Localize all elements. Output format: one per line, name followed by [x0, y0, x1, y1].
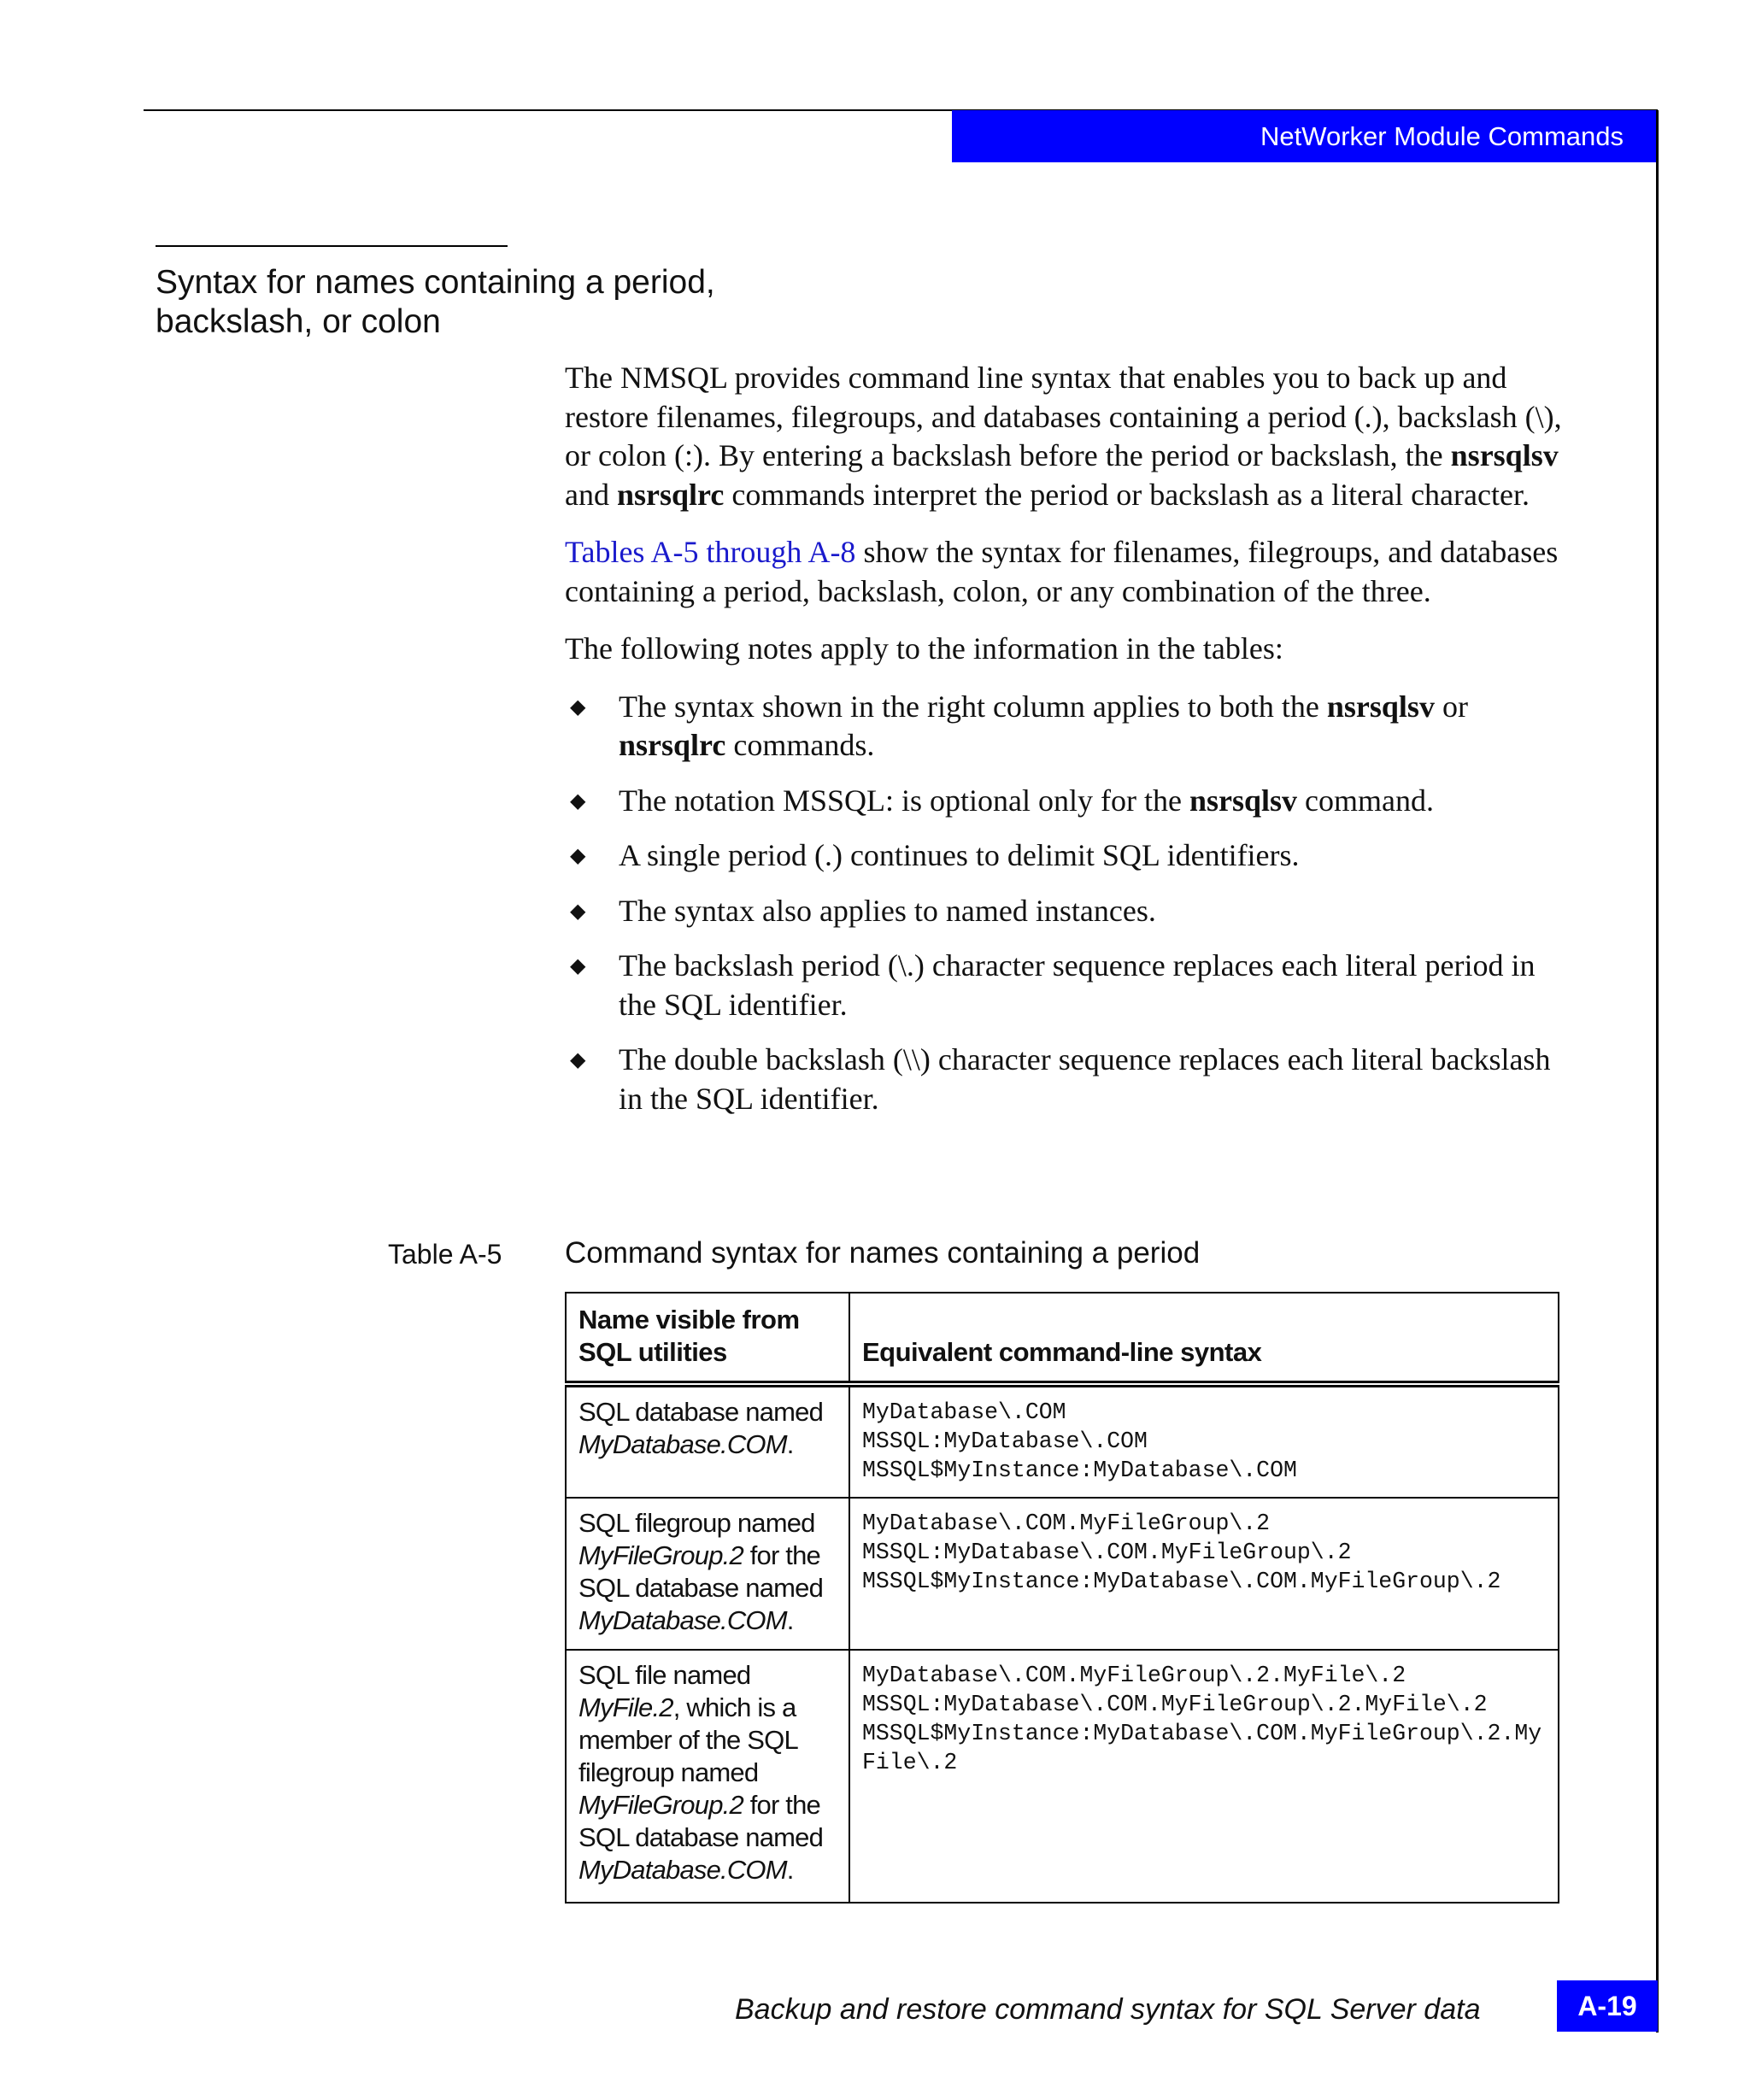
syntax-cell	[849, 1498, 1559, 1650]
diamond-bullet-icon: ◆	[570, 788, 586, 812]
table-label: Table A-5	[388, 1239, 502, 1270]
list-item: ◆ A single period (.) continues to delimit SQL identifiers.	[565, 836, 1565, 876]
table-title: Command syntax for names containing a period	[565, 1236, 1201, 1270]
list-item: ◆ The double backslash (\\) character sequence replaces each literal backslash in the SQL identifier.	[570, 1042, 1551, 1116]
footer-title: Backup and restore command syntax for SQL Server data	[735, 1993, 1481, 2026]
syntax-cell	[849, 1650, 1559, 1903]
list-item: ◆ The backslash period (\.) character sequence replaces each literal period in the SQL identifier.	[570, 948, 1536, 1022]
tables-cross-reference-link[interactable]: Tables A-5 through A-8	[565, 535, 856, 569]
table-header-row	[566, 1293, 1559, 1384]
name-cell: SQL filegroup named MyFileGroup.2 for the SQL database named MyDatabase.COM.	[566, 1498, 849, 1650]
section-rule	[156, 245, 508, 247]
intro-paragraph-2: Tables A-5 through A-8 show the syntax for filenames, filegroups, and databases containing a period, backslash, colon, or any combination of the three.	[565, 535, 1559, 608]
page-number: A-19	[1557, 1980, 1658, 2032]
diamond-bullet-icon: ◆	[570, 1047, 586, 1071]
body-text	[565, 359, 1565, 1135]
table-row	[566, 1384, 1559, 1498]
syntax-line: MyDatabase\.COM	[862, 1399, 1066, 1425]
list-item: ◆ The syntax shown in the right column applies to both the nsrsqlsv or nsrsqlrc commands.	[570, 689, 1468, 762]
intro-paragraph-3: The following notes apply to the information in the tables:	[565, 631, 1283, 666]
diamond-bullet-icon: ◆	[570, 953, 586, 977]
syntax-line: MSSQL$MyInstance:MyDatabase\.COM	[862, 1458, 1297, 1483]
diamond-bullet-icon: ◆	[570, 898, 586, 923]
table-row	[566, 1650, 1559, 1903]
chapter-header	[952, 110, 1658, 162]
list-item: ◆ The syntax also applies to named instances.	[565, 892, 1565, 931]
syntax-line: MSSQL:MyDatabase\.COM	[862, 1428, 1148, 1454]
syntax-line: MSSQL:MyDatabase\.COM.MyFileGroup\.2	[862, 1540, 1352, 1565]
page-margin-rule	[1656, 110, 1659, 2033]
command-name: nsrsqlsv	[1450, 438, 1559, 472]
list-item: ◆ The notation MSSQL: is optional only for the nsrsqlsv command.	[565, 782, 1565, 821]
column-header-name: Name visible from SQL utilities	[566, 1293, 849, 1384]
syntax-cell	[849, 1384, 1559, 1498]
name-cell: SQL file named MyFile.2, which is a member of the SQL filegroup named MyFileGroup.2 for the SQL database named MyDatabase.COM.	[566, 1650, 849, 1903]
section-title: Syntax for names containing a period, backslash, or colon	[156, 264, 715, 340]
syntax-line: MSSQL$MyInstance:MyDatabase\.COM.MyFileGroup\.2.MyFile\.2	[862, 1721, 1542, 1775]
diamond-bullet-icon: ◆	[570, 843, 586, 867]
diamond-bullet-icon: ◆	[570, 694, 586, 719]
command-name: nsrsqlrc	[616, 477, 725, 512]
chapter-title: NetWorker Module Commands	[1260, 120, 1624, 151]
syntax-line: MSSQL$MyInstance:MyDatabase\.COM.MyFileGroup\.2	[862, 1569, 1501, 1594]
syntax-line: MyDatabase\.COM.MyFileGroup\.2	[862, 1510, 1271, 1536]
syntax-table	[565, 1292, 1559, 1903]
name-cell: SQL database named MyDatabase.COM.	[566, 1384, 849, 1498]
notes-list	[565, 688, 1565, 1119]
table-row	[566, 1498, 1559, 1650]
syntax-line: MyDatabase\.COM.MyFileGroup\.2.MyFile\.2	[862, 1663, 1406, 1688]
intro-paragraph-1: The NMSQL provides command line syntax that enables you to back up and restore filenames, filegroups, and databases containing a period (.), backslash (\), or colon (:). By entering a backslash before the period or backslash, the nsrsqlsv and nsrsqlrc commands interpret the period or backslash as a literal character.	[565, 361, 1562, 512]
column-header-syntax: Equivalent command-line syntax	[849, 1293, 1559, 1384]
syntax-line: MSSQL:MyDatabase\.COM.MyFileGroup\.2.MyFile\.2	[862, 1692, 1488, 1717]
